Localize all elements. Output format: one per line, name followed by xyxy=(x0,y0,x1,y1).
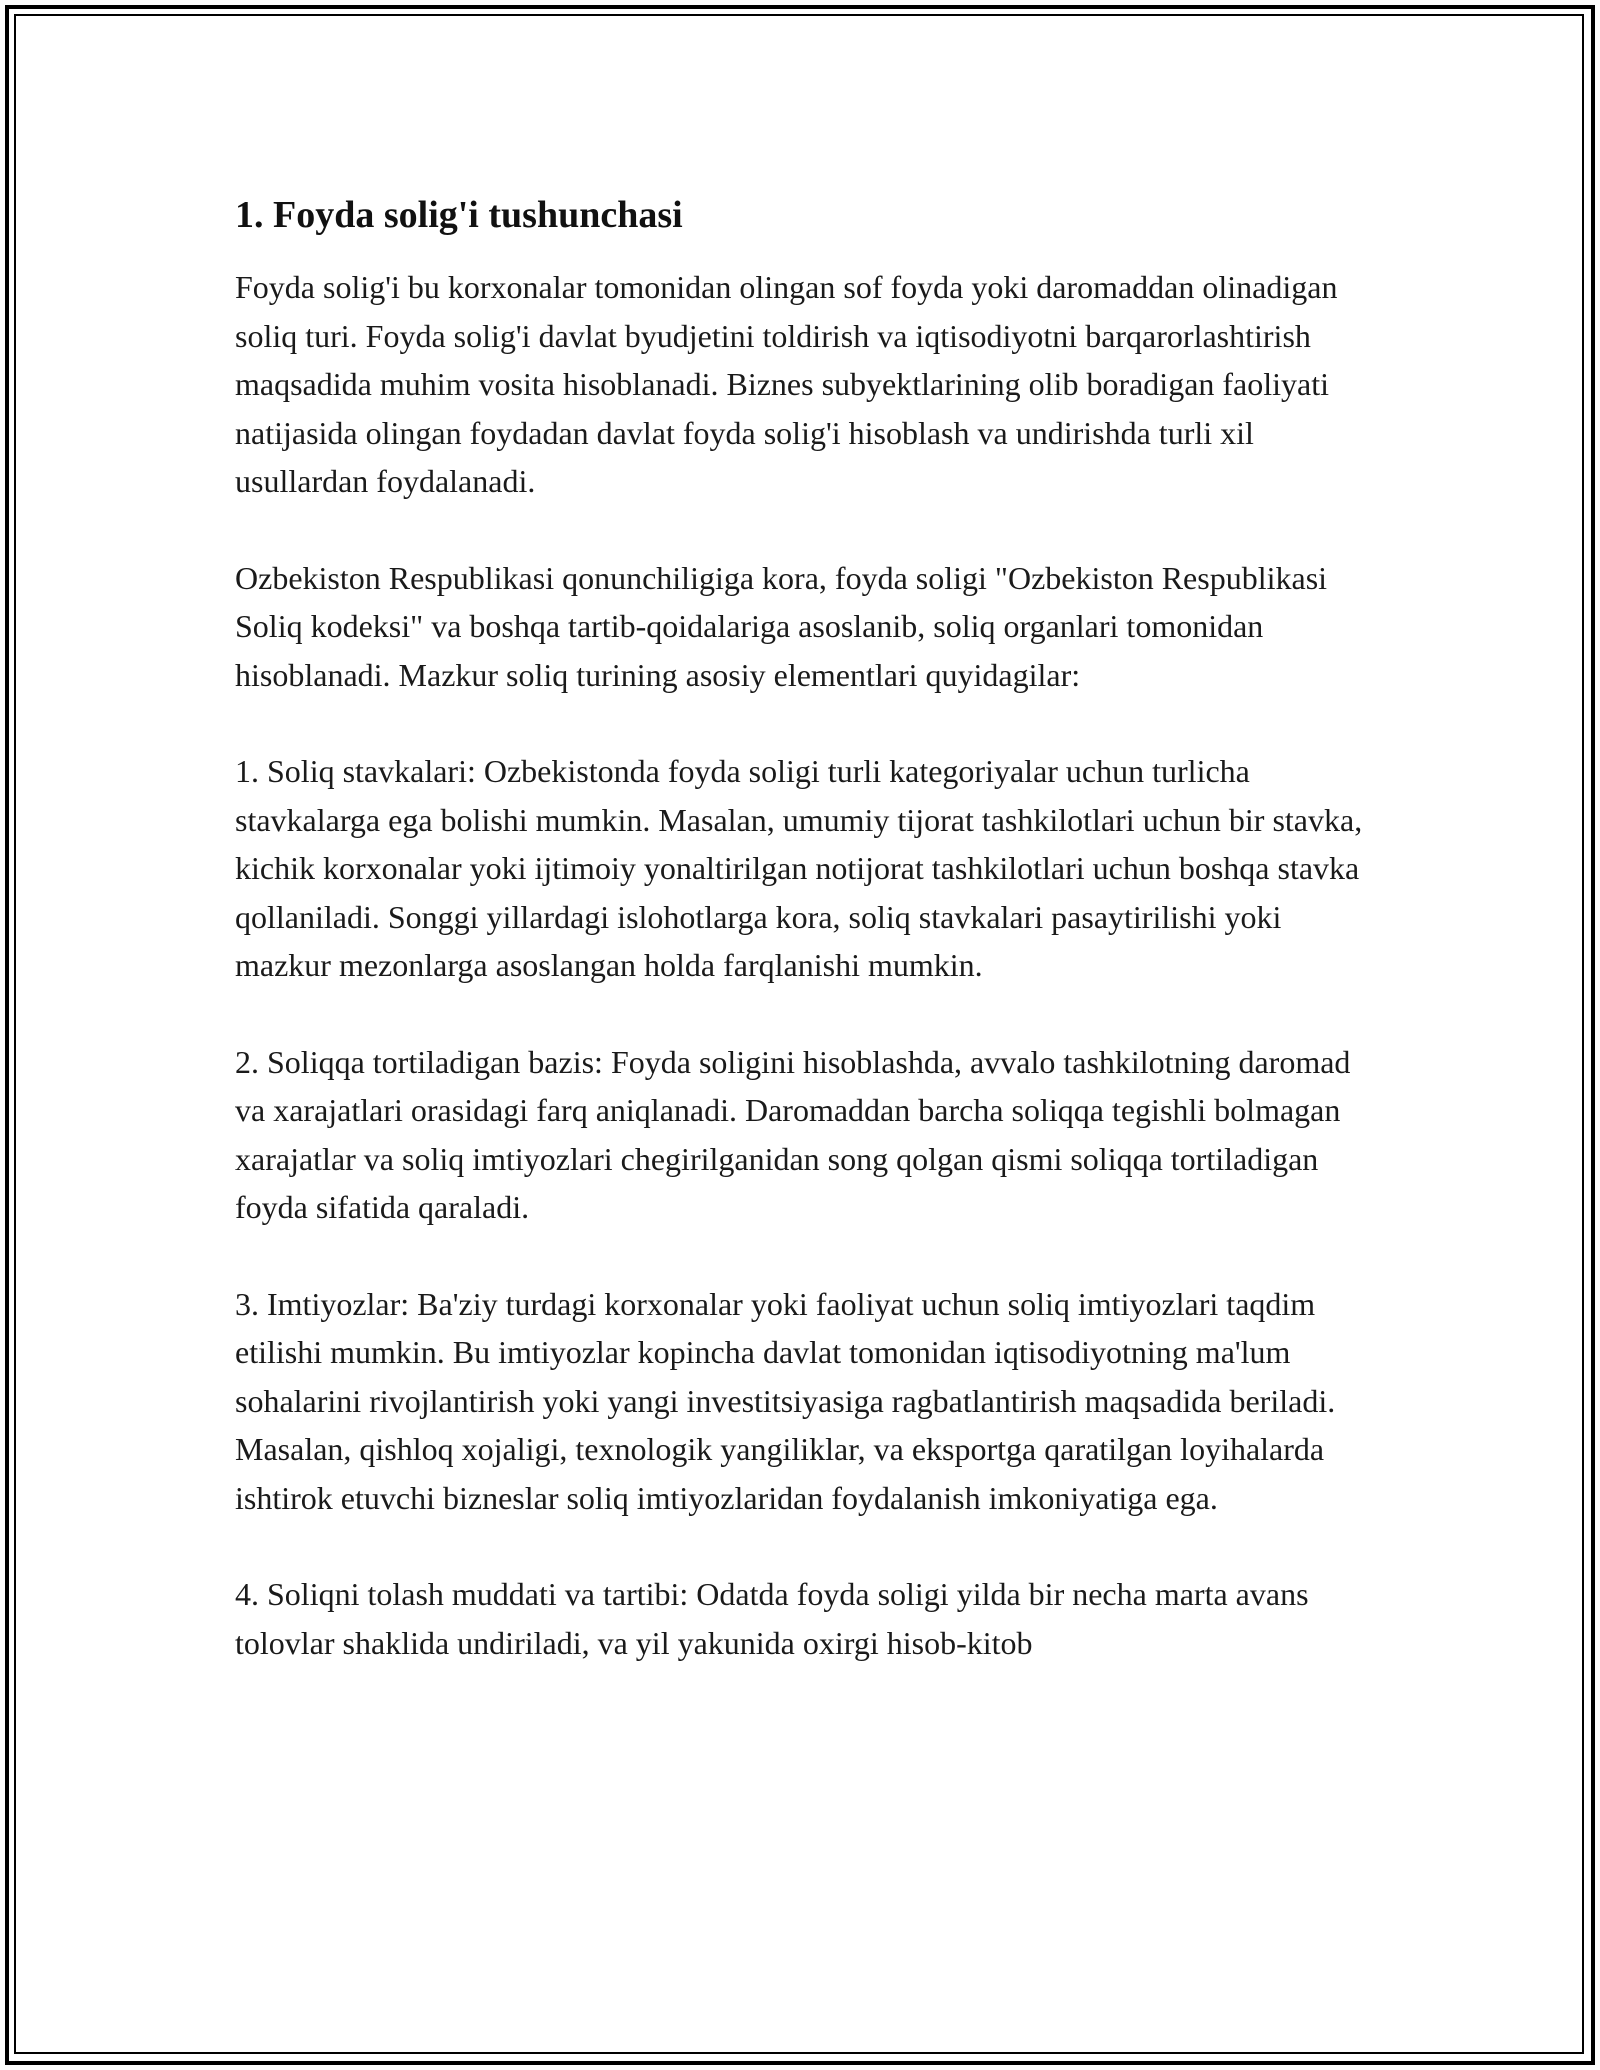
legislation-paragraph: Ozbekiston Respublikasi qonunchiligiga kora, foyda soligi "Ozbekiston Respublikasi Soliq kodeksi" va boshqa tartib-qoidalariga asoslanib, soliq organlari tomonidan hisoblanadi. Mazkur soliq turining asosiy elementlari quyidagilar: xyxy=(235,559,1328,693)
section-heading: 1. Foyda solig'i tushunchasi xyxy=(235,194,683,236)
document-body xyxy=(235,187,1385,1715)
payment-terms-paragraph: 4. Soliqni tolash muddati va tartibi: Odatda foyda soligi yilda bir necha marta avans tolovlar shaklida undiriladi, va yil yakunida oxirgi hisob-kitob xyxy=(235,1576,1309,1661)
exemptions-paragraph: 3. Imtiyozlar: Ba'ziy turdagi korxonalar yoki faoliyat uchun soliq imtiyozlari taqdim etilishi mumkin. Bu imtiyozlar kopincha davlat tomonidan iqtisodiyotning ma'lum sohalarini rivojlantirish yoki yangi investitsiyasiga ragbatlantirish maqsadida beriladi. Masalan, qishloq xojaligi, texnologik yangiliklar, va eksportga qaratilgan loyihalarda ishtirok etuvchi bizneslar soliq imtiyozlaridan foydalanish imkoniyatiga ega. xyxy=(235,1285,1336,1516)
tax-rates-paragraph: 1. Soliq stavkalari: Ozbekistonda foyda soligi turli kategoriyalar uchun turlicha stavkalarga ega bolishi mumkin. Masalan, umumiy tijorat tashkilotlari uchun bir stavka, kichik korxonalar yoki ijtimoiy yonaltirilgan notijorat tashkilotlari uchun boshqa stavka qollaniladi. Songgi yillardagi islohotlarga kora, soliq stavkalari pasaytirilishi yoki mazkur mezonlarga asoslangan holda farqlanishi mumkin. xyxy=(235,753,1363,983)
intro-paragraph: Foyda solig'i bu korxonalar tomonidan olingan sof foyda yoki daromaddan olinadigan soliq turi. Foyda solig'i davlat byudjetini toldirish va iqtisodiyotni barqarorlashtirish maqsadida muhim vosita hisoblanadi. Biznes subyektlarining olib boradigan faoliyati natijasida olingan foydadan davlat foyda solig'i hisoblash va undirishda turli xil usullardan foydalanadi. xyxy=(235,269,1338,499)
taxable-base-paragraph: 2. Soliqqa tortiladigan bazis: Foyda soligini hisoblashda, avvalo tashkilotning daromad va xarajatlari orasidagi farq aniqlanadi. Daromaddan barcha soliqqa tegishli bolmagan xarajatlar va soliq imtiyozlari chegirilganidan song qolgan qismi soliqqa tortiladigan foyda sifatida qaraladi. xyxy=(235,1043,1351,1225)
